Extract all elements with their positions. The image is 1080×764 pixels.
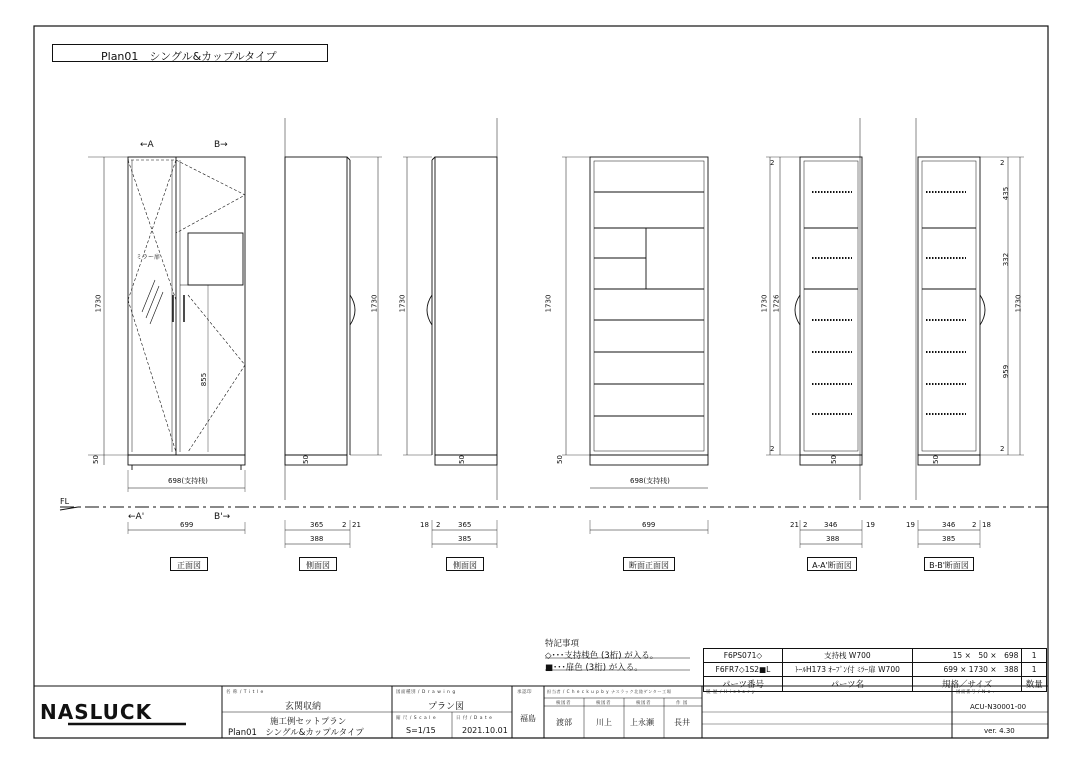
drawing-version: ver. 4.30: [984, 727, 1015, 735]
section-bb-gap-dim: 2: [972, 521, 977, 529]
side2-height-dim: 1730: [398, 294, 407, 313]
section-aa-depth-dim: 346: [824, 521, 838, 529]
section-bb-base-dim: 50: [931, 455, 940, 464]
front-height-dim: 1730: [94, 294, 103, 313]
parts-name: 支持桟 W700: [782, 649, 912, 663]
view-label-side1: 側面図: [299, 557, 337, 571]
parts-code: F6PS071◇: [704, 649, 783, 663]
notes-line2: ■･･･扉色 (3桁) が入る。: [545, 663, 643, 673]
parts-header-code: パーツ番号: [704, 677, 783, 692]
section-aa-bottom-dim: 2: [770, 445, 775, 453]
front-width-dim: 699: [180, 521, 194, 529]
side2-base-dim: 50: [457, 455, 466, 464]
side2-door-dim: 18: [420, 521, 429, 529]
section-arrow-b: B→: [214, 140, 228, 150]
parts-header-qty: 数量: [1022, 677, 1047, 692]
parts-row: [704, 649, 1047, 663]
view-label-section-front: 断面正面図: [623, 557, 675, 571]
side1-total-dim: 388: [310, 535, 324, 543]
parts-header-size: 規格／サイズ: [912, 677, 1022, 692]
section-aa-total-dim: 388: [826, 535, 840, 543]
parts-name: ﾄｰﾙH173 ｵｰﾌﾟﾝ付 ﾐﾗｰ扉 W700: [782, 663, 912, 677]
checker-name: 上永瀬: [630, 718, 654, 727]
section-aa-top-dim: 2: [770, 159, 775, 167]
drawing-subtitle-2: Plan01 シングル&カップルタイプ: [228, 728, 364, 738]
view-label-section-bb: B-B'断面図: [924, 557, 974, 571]
view-label-side2: 側面図: [446, 557, 484, 571]
section-aa-view: [766, 118, 862, 548]
side1-door-dim: 21: [352, 521, 361, 529]
section-arrow-a: ←A: [140, 140, 154, 150]
check-caption: 担当者 / C h e c k u p b y ナスラック北陸ゲンター工場: [547, 689, 672, 694]
side1-height-dim: 1730: [370, 294, 379, 313]
drawing-subtitle-1: 施工例セットプラン: [270, 717, 347, 727]
section-bb-total-dim: 385: [942, 535, 956, 543]
history-caption: 履 歴 / H i s t o r y: [706, 690, 755, 695]
number-caption: 図面番号 / N o .: [956, 690, 995, 695]
approval-value: 福島: [520, 714, 536, 723]
drawing-type-caption: 図面種別 / D r a w i n g: [396, 690, 456, 695]
date-value: 2021.10.01: [462, 726, 508, 735]
date-caption: 日 付 / D a t e: [456, 716, 493, 721]
parts-size: 15 × 50 × 698: [912, 649, 1022, 663]
parts-table: [703, 648, 1047, 692]
section-bb-top-dim: 2: [1000, 159, 1005, 167]
mirror-door-label: ミラー扉: [136, 254, 161, 261]
title-caption: 名 称 / T i t l e: [226, 690, 264, 695]
section-arrow-b2: B'→: [214, 512, 231, 522]
section-front-base-width-dim: 698(支持桟): [630, 477, 670, 485]
section-aa-height-dim: 1730: [760, 294, 769, 313]
section-arrow-a2: ←A': [128, 512, 145, 522]
section-aa-door-dim: 21: [790, 521, 799, 529]
checker-role: 検図者: [556, 701, 571, 706]
section-bb-height-dim: 1730: [1014, 294, 1023, 313]
parts-header-name: パーツ名: [782, 677, 912, 692]
side1-gap-dim: 2: [342, 521, 347, 529]
front-door-height-dim: 855: [200, 372, 209, 387]
side-view-1: [285, 118, 382, 548]
plan-title: Plan01 シングル&カップルタイプ: [52, 44, 328, 62]
parts-size: 699 × 1730 × 388: [912, 663, 1022, 677]
section-front-width-dim: 699: [642, 521, 656, 529]
section-bb-view: [916, 118, 1024, 548]
scale-caption: 縮 尺 / S c a l e: [396, 716, 437, 721]
drawing-type: プラン図: [428, 702, 465, 712]
section-bb-depth-dim: 346: [942, 521, 956, 529]
checker-role: 検図者: [636, 701, 651, 706]
drawing-title: 玄関収納: [285, 702, 322, 712]
side1-base-dim: 50: [301, 455, 310, 464]
section-bb-lower-dim: 959: [1002, 364, 1011, 379]
view-label-section-aa: A-A'断面図: [807, 557, 857, 571]
section-bb-bottom-dim: 2: [1000, 445, 1005, 453]
section-aa-inner-height-dim: 1726: [772, 294, 781, 313]
parts-qty: 1: [1022, 663, 1047, 677]
section-bb-upper-dim: 435: [1002, 186, 1011, 201]
front-base-dim: 50: [91, 455, 100, 464]
section-aa-back-dim: 19: [866, 521, 875, 529]
checker-name: 川上: [596, 718, 612, 727]
floor-label: FL: [60, 497, 70, 506]
parts-code: F6FR7◇1S2■L: [704, 663, 783, 677]
side2-total-dim: 385: [458, 535, 472, 543]
checker-name: 長井: [674, 718, 690, 727]
sheet-border: [34, 26, 1048, 738]
section-bb-middle-dim: 332: [1002, 252, 1011, 267]
checker-name: 渡部: [556, 718, 572, 727]
notes-title: 特記事項: [545, 639, 580, 649]
parts-row: [704, 663, 1047, 677]
section-front-base-dim: 50: [555, 455, 564, 464]
front-base-width-dim: 698(支持桟): [168, 477, 208, 485]
side2-gap-dim: 2: [436, 521, 441, 529]
drawing-number: ACU-N30001-00: [970, 703, 1027, 711]
front-view: [88, 157, 245, 534]
notes-line1: ◇･･･支持桟色 (3桁) が入る。: [545, 651, 659, 661]
company-logo: NASLUCK: [40, 700, 153, 724]
section-bb-door-dim: 18: [982, 521, 991, 529]
section-aa-gap-dim: 2: [803, 521, 808, 529]
checker-role: 検図者: [596, 701, 611, 706]
approval-caption: 承認印: [517, 690, 532, 695]
scale-value: S=1/15: [406, 726, 436, 735]
side2-depth-dim: 365: [458, 521, 472, 529]
section-front-height-dim: 1730: [544, 294, 553, 313]
side1-depth-dim: 365: [310, 521, 324, 529]
parts-qty: 1: [1022, 649, 1047, 663]
section-bb-back-dim: 19: [906, 521, 915, 529]
view-label-front: 正面図: [170, 557, 208, 571]
section-aa-base-dim: 50: [829, 455, 838, 464]
checker-role: 作 図: [676, 701, 688, 706]
side-view-2: [403, 118, 497, 548]
